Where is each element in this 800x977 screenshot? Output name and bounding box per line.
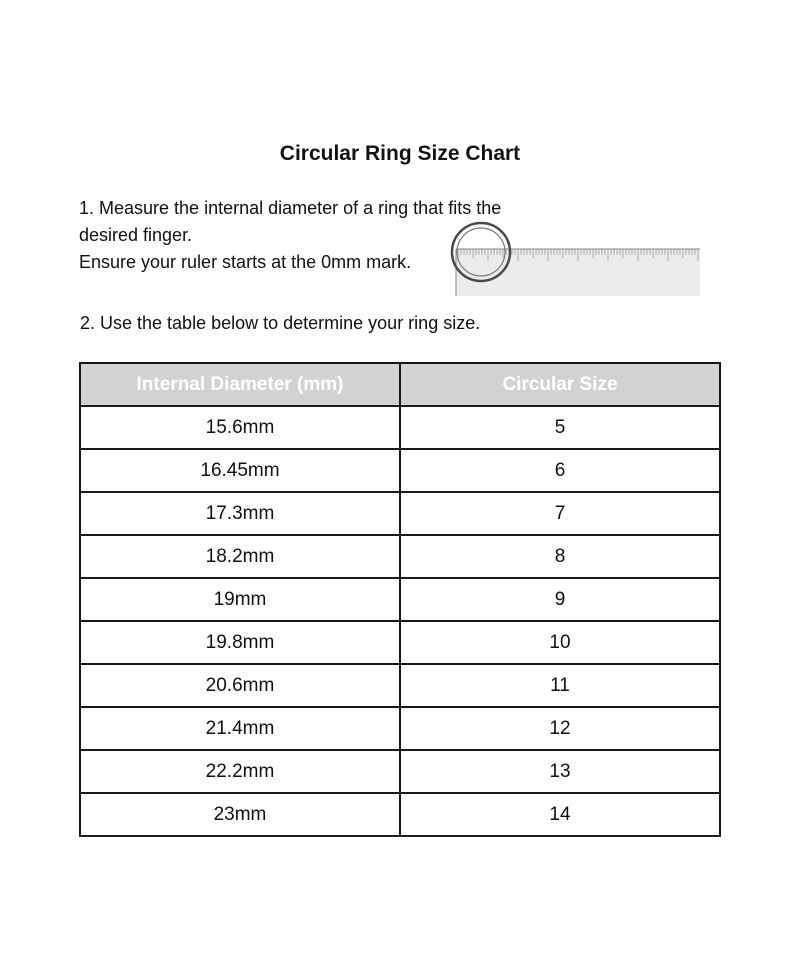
size-cell: 14 [400, 793, 720, 836]
page-title: Circular Ring Size Chart [279, 142, 521, 165]
table-row [80, 793, 720, 836]
table-row [80, 535, 720, 578]
table-row [80, 707, 720, 750]
column-header-diameter: Internal Diameter (mm) [80, 363, 400, 406]
table-row [80, 406, 720, 449]
size-cell: 13 [400, 750, 720, 793]
size-cell: 5 [400, 406, 720, 449]
diameter-cell: 15.6mm [80, 406, 400, 449]
diameter-cell: 16.45mm [80, 449, 400, 492]
diameter-cell: 20.6mm [80, 664, 400, 707]
diameter-cell: 19.8mm [80, 621, 400, 664]
table-row [80, 664, 720, 707]
diameter-cell: 17.3mm [80, 492, 400, 535]
size-cell: 10 [400, 621, 720, 664]
diameter-cell: 22.2mm [80, 750, 400, 793]
ring-size-table [79, 362, 721, 837]
diameter-cell: 21.4mm [80, 707, 400, 750]
table-row [80, 621, 720, 664]
size-cell: 7 [400, 492, 720, 535]
table-row [80, 492, 720, 535]
instructions-step2: 2. Use the table below to determine your ring size. [80, 313, 481, 333]
table-header-row [80, 363, 720, 406]
instruction-line: Ensure your ruler starts at the 0mm mark. [79, 252, 412, 272]
size-cell: 12 [400, 707, 720, 750]
ruler-illustration [446, 218, 706, 300]
table-row [80, 449, 720, 492]
diameter-cell: 18.2mm [80, 535, 400, 578]
table-row [80, 578, 720, 621]
column-header-size: Circular Size [400, 363, 720, 406]
instruction-line: 1. Measure the internal diameter of a ring that fits the [79, 198, 502, 218]
diameter-cell: 23mm [80, 793, 400, 836]
diameter-cell: 19mm [80, 578, 400, 621]
size-cell: 6 [400, 449, 720, 492]
instruction-line: desired finger. [79, 225, 193, 245]
size-cell: 8 [400, 535, 720, 578]
size-cell: 9 [400, 578, 720, 621]
size-cell: 11 [400, 664, 720, 707]
table-row [80, 750, 720, 793]
